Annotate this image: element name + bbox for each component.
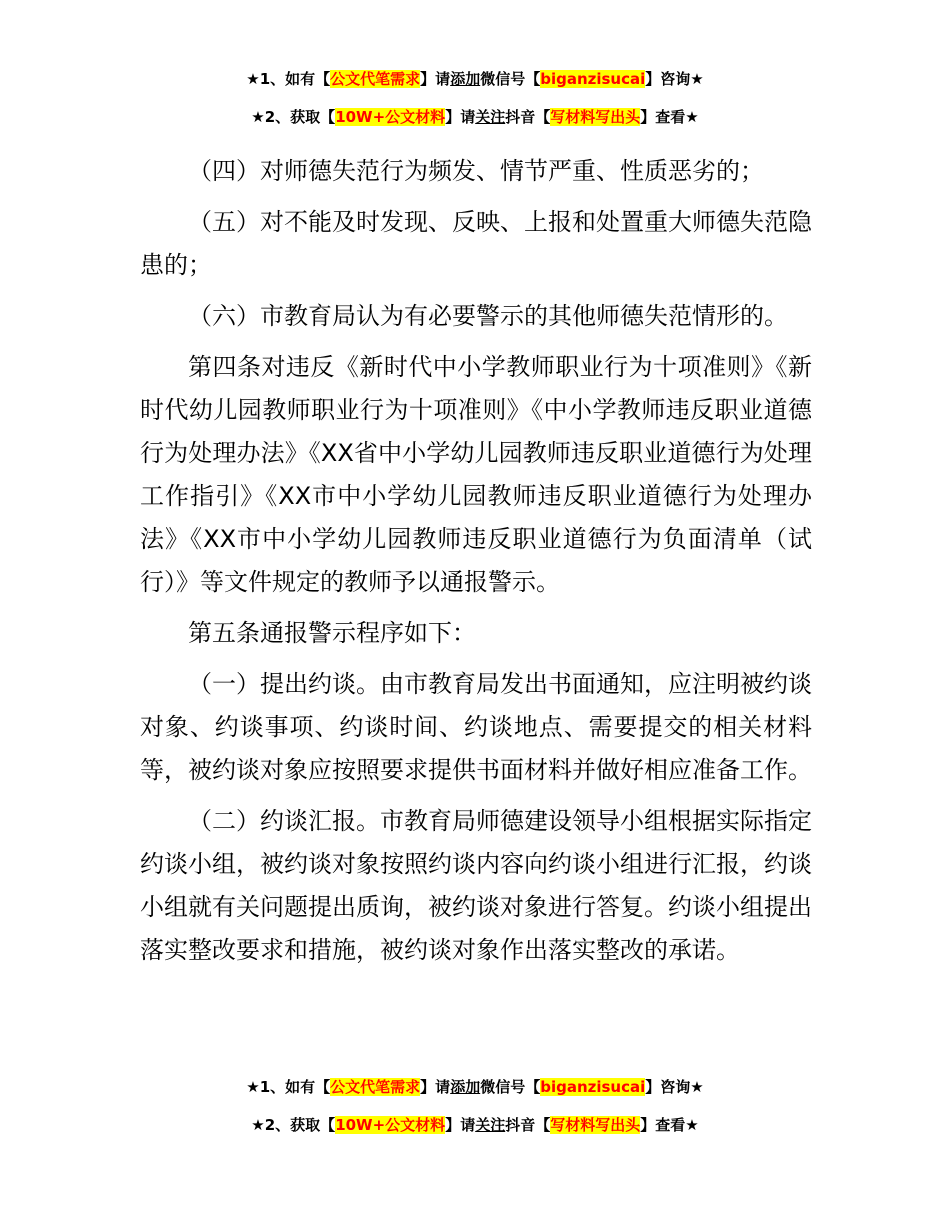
banner-highlight: 写材料写出头 [550, 108, 641, 126]
banner-text: 】请 [420, 70, 451, 88]
banner-highlight: 公文代笔需求 [330, 1078, 421, 1096]
paragraph-item-5: （五）对不能及时发现、反映、上报和处置重大师德失范隐患的； [140, 208, 812, 279]
banner-underlined-text: 关注 [475, 108, 506, 126]
banner-highlight: 10W+公文材料 [335, 108, 446, 126]
banner-highlight: 写材料写出头 [550, 1116, 641, 1134]
paragraph-step-2: （二）约谈汇报。市教育局师德建设领导小组根据实际指定约谈小组，被约谈对象按照约谈内容向约谈小组进行汇报，约谈小组就有关问题提出质询，被约谈对象进行答复。约谈小组提出落实整改要求和措施，被约谈对象作出落实整改的承诺。 [140, 807, 812, 964]
banner-text: 】查看★ [640, 108, 699, 126]
banner-text: 】咨询★ [645, 1078, 704, 1096]
banner-highlight: biganzisucai [540, 70, 646, 88]
banner-text: 抖音【 [505, 108, 551, 126]
banner-text: 】请 [445, 1116, 476, 1134]
banner-text: 】请 [420, 1078, 451, 1096]
paragraph-article-4: 第四条对违反《新时代中小学教师职业行为十项准则》《新时代幼儿园教师职业行为十项准则》《中小学教师违反职业道德行为处理办法》《XX省中小学幼儿园教师违反职业道德行为处理工作指引》《XX市中小学幼儿园教师违反职业道德行为处理办法》《XX市中小学幼儿园教师违反职业道德行为负面清单（试行）》等文件规定的教师予以通报警示。 [140, 353, 812, 596]
banner-text: 】咨询★ [645, 70, 704, 88]
top-banner-line-2 [0, 107, 950, 127]
banner-text: ★2、获取【 [251, 108, 336, 126]
bottom-banner-line-2 [0, 1115, 950, 1135]
paragraph-item-6: （六）市教育局认为有必要警示的其他师德失范情形的。 [188, 302, 788, 330]
bottom-banner-line-1 [0, 1077, 950, 1097]
top-banner-line-1 [0, 69, 950, 89]
banner-text: 抖音【 [505, 1116, 551, 1134]
banner-text: 】查看★ [640, 1116, 699, 1134]
banner-text: 微信号【 [480, 70, 541, 88]
banner-text: 微信号【 [480, 1078, 541, 1096]
banner-text: ★1、如有【 [246, 70, 331, 88]
document-body [140, 150, 812, 980]
banner-underlined-text: 关注 [475, 1116, 506, 1134]
banner-text: ★2、获取【 [251, 1116, 336, 1134]
banner-underlined-text: 添加 [450, 1078, 481, 1096]
paragraph-step-1: （一）提出约谈。由市教育局发出书面通知，应注明被约谈对象、约谈事项、约谈时间、约谈地点、需要提交的相关材料等，被约谈对象应按照要求提供书面材料并做好相应准备工作。 [140, 670, 812, 784]
banner-underlined-text: 添加 [450, 70, 481, 88]
banner-highlight: 公文代笔需求 [330, 70, 421, 88]
banner-highlight: 10W+公文材料 [335, 1116, 446, 1134]
paragraph-article-5: 第五条通报警示程序如下： [188, 619, 476, 647]
banner-highlight: biganzisucai [540, 1078, 646, 1096]
paragraph-item-4: （四）对师德失范行为频发、情节严重、性质恶劣的； [188, 157, 764, 185]
banner-text: ★1、如有【 [246, 1078, 331, 1096]
banner-text: 】请 [445, 108, 476, 126]
